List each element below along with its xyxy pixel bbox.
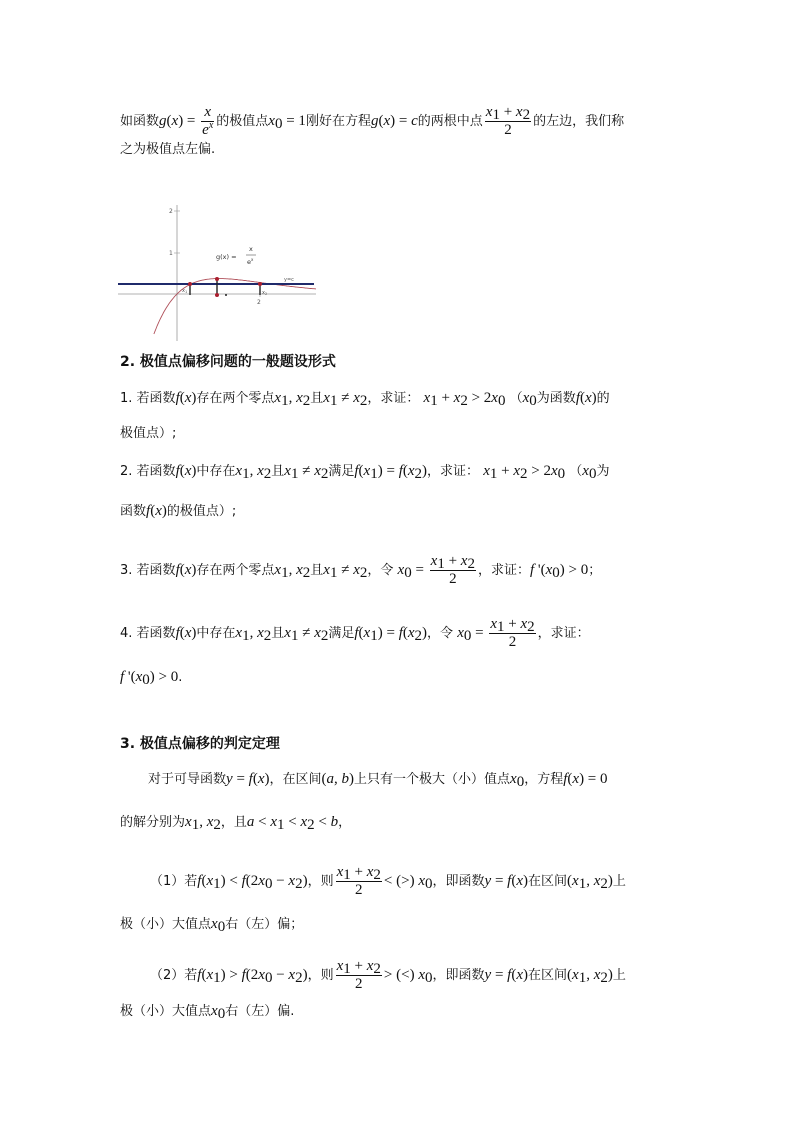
text: 刚好在方程 xyxy=(305,114,371,129)
midpoint-dot xyxy=(225,294,227,296)
x-tick-label: 2 xyxy=(257,299,261,306)
text: 的两根中点 xyxy=(417,114,483,129)
text: 如函数 xyxy=(120,114,160,129)
math-gx: g xyxy=(159,113,167,129)
svg-text:g(x) =: g(x) = xyxy=(216,253,237,261)
y-tick-label: 1 xyxy=(169,250,173,257)
theorem-line-1: 对于可导函数y = f(x)，在区间(a, b)上只有一个极大（小）值点$x_0$，方程f(x) = 0 xyxy=(148,771,608,790)
function-label xyxy=(216,245,256,266)
theorem-line-2: 的解分别为$x_1$, $x_2$，且$a < x_1 < x_2 < b$， xyxy=(120,814,352,833)
y-tick-label: 2 xyxy=(169,208,173,215)
math-gx-eq-c: g xyxy=(370,113,379,129)
x0-point xyxy=(215,293,219,297)
fraction-x-over-ex: $\frac{x}{e^x}$ xyxy=(202,104,214,138)
svg-text:ex: $e^x$ xyxy=(247,257,254,266)
text: 的极值点 xyxy=(216,114,269,129)
item-1-line-1: 1. 若函数f(x)存在两个零点$x_1$, $x_2$且$x_1 \ne x_2$，求证： $x_1 + x_2 > 2x_0$ （$x_0$为函数f(x)的 xyxy=(120,390,610,409)
case-2-line-1: （2）若$f(x_1) > f(2x_0 - x_2)$，则 $\frac{x_1 + x_2}{2}$ > (<) $x_0$，即函数y = f(x)在区间($x_1$, $x_2$)上 xyxy=(150,958,626,992)
item-3: 3. 若函数f(x)存在两个零点$x_1$, $x_2$且$x_1 \ne x_2$，令 $x_0$ = $\frac{x_1 + x_2}{2}$ ，求证：f '$(x_0) > 0$； xyxy=(120,553,602,587)
root2-label: $x_2$ xyxy=(262,290,268,296)
item-4-line-2: f '$(x_0) > 0$. xyxy=(120,669,183,688)
root1-label: $x_1$ xyxy=(182,288,188,294)
text: 的左边，我们称 xyxy=(533,114,625,129)
section-3-heading: 3. 极值点偏移的判定定理 xyxy=(120,736,280,752)
item-1-line-2: 极值点）; xyxy=(120,426,177,441)
math-x0-eq-1: x xyxy=(268,113,275,129)
root-point-x2 xyxy=(258,282,262,286)
curve-g xyxy=(154,279,316,335)
intro-line-2 xyxy=(120,140,215,160)
case-1-line-2: 极（小）大值点$x_0$右（左）偏； xyxy=(120,916,304,935)
item-4-line-1: 4. 若函数f(x)中存在$x_1$, $x_2$且$x_1 \ne x_2$满足$f(x_1) = f(x_2)$，令 $x_0$ = $\frac{x_1 + x_2}{2}$ ，求证： xyxy=(120,616,590,650)
text: 之为极值点左偏. xyxy=(120,142,216,157)
function-graph xyxy=(118,203,316,343)
case-1-line-1: （1）若$f(x_1) < f(2x_0 - x_2)$，则 $\frac{x_1 + x_2}{2}$ < (>) $x_0$，即函数y = f(x)在区间($x_1$, $x_2$)上 xyxy=(150,864,626,898)
intro-line-1: 如函数g(x) = $\frac{x}{e^x}$ 的极值点$x_0 = 1$刚好在方程g(x) = c的两根中点 $\frac{x_1 + x_2}{2}$ 的左边，我们称 xyxy=(120,104,625,138)
item-2-line-1: 2. 若函数f(x)中存在$x_1$, $x_2$且$x_1 \ne x_2$满足$f(x_1) = f(x_2)$，求证： $x_1 + x_2 > 2x_0$ （$x_0$为 xyxy=(120,463,610,482)
line-label: y=c xyxy=(284,277,294,283)
item-2-line-2: 函数f(x)的极值点）; xyxy=(120,503,237,519)
root-point-x1 xyxy=(188,282,192,286)
max-point xyxy=(215,277,219,281)
fraction-midpoint: $\frac{x_1 + x_2}{2}$ xyxy=(485,104,531,138)
case-2-line-2: 极（小）大值点$x_0$右（左）偏. xyxy=(120,1003,295,1022)
section-2-heading: 2. 极值点偏移问题的一般题设形式 xyxy=(120,354,336,370)
svg-text:x: x xyxy=(249,245,253,253)
